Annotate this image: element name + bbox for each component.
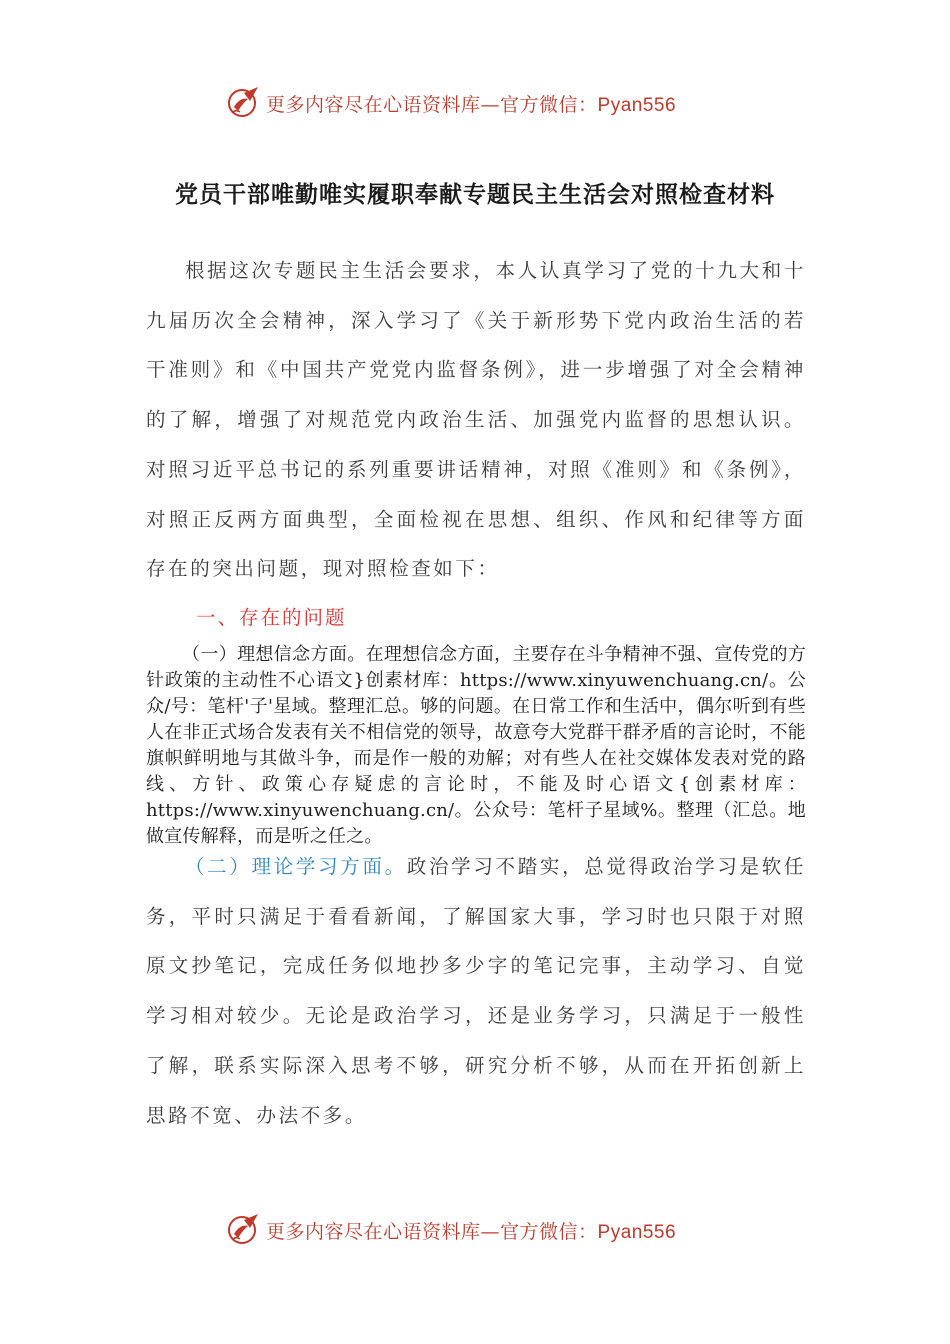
banner-wechat-label: 官方微信：	[500, 93, 598, 116]
theory-study-lead: （二）理论学习方面。	[185, 855, 407, 878]
banner-wechat-id: Pyan556	[597, 94, 677, 116]
document-title: 党员干部唯勤唯实履职奉献专题民主生活会对照检查材料	[175, 181, 775, 208]
banner-dash: —	[480, 93, 501, 116]
pen-logo-icon	[226, 1212, 262, 1248]
pen-logo-icon	[226, 85, 262, 121]
banner-main-text: 更多内容尽在心语资料库	[266, 93, 481, 116]
banner-wechat-label: 官方微信：	[500, 1220, 598, 1243]
section-heading-problems: 一、存在的问题	[196, 606, 347, 629]
bottom-banner	[0, 1210, 950, 1250]
theory-study-body: 政治学习不踏实，总觉得政治学习是软任务，平时只满足于看看新闻，了解国家大事，学习时也只限于对照原文抄笔记，完成任务似地抄多少字的笔记完事，主动学习、自觉学习相对较少。无论是政治学习，还是业务学习，只满足于一般性了解，联系实际深入思考不够，研究分析不够，从而在开拓创新上思路不宽、办法不多。	[146, 855, 806, 1127]
banner-main-text: 更多内容尽在心语资料库	[266, 1220, 481, 1243]
theory-study-paragraph	[146, 842, 806, 1140]
top-banner	[0, 83, 950, 123]
ideals-paragraph: （一）理想信念方面。在理想信念方面，主要存在斗争精神不强、宣传党的方针政策的主动性不心语文}创素材库：https://www.xinyuwenchuang.cn/。公众/号：笔杆'子'星域。整理汇总。够的问题。在日常工作和生活中，偶尔听到有些人在非正式场合发表有关不相信党的领导，故意夸大党群干群矛盾的言论时，不能旗帜鲜明地与其做斗争，而是作一般的劝解；对有些人在社交媒体发表对党的路线、方针、政策心存疑虑的言论时，不能及时心语文{创素材库：https://www.xinyuwenchuang.cn/。公众号：笔杆子星域%。整理（汇总。地做宣传解释，而是听之任之。	[146, 644, 806, 847]
banner-wechat-id: Pyan556	[597, 1221, 677, 1243]
banner-text	[266, 1217, 676, 1244]
intro-paragraph: 根据这次专题民主生活会要求，本人认真学习了党的十九大和十九届历次全会精神，深入学习了《关于新形势下党内政治生活的若干准则》和《中国共产党党内监督条例》，进一步增强了对全会精神的了解，增强了对规范党内政治生活、加强党内监督的思想认识。对照习近平总书记的系列重要讲话精神，对照《准则》和《条例》，对照正反两方面典型，全面检视在思想、组织、作风和纪律等方面存在的突出问题，现对照检查如下：	[146, 259, 806, 581]
banner-dash: —	[480, 1220, 501, 1243]
banner-text	[266, 90, 676, 117]
